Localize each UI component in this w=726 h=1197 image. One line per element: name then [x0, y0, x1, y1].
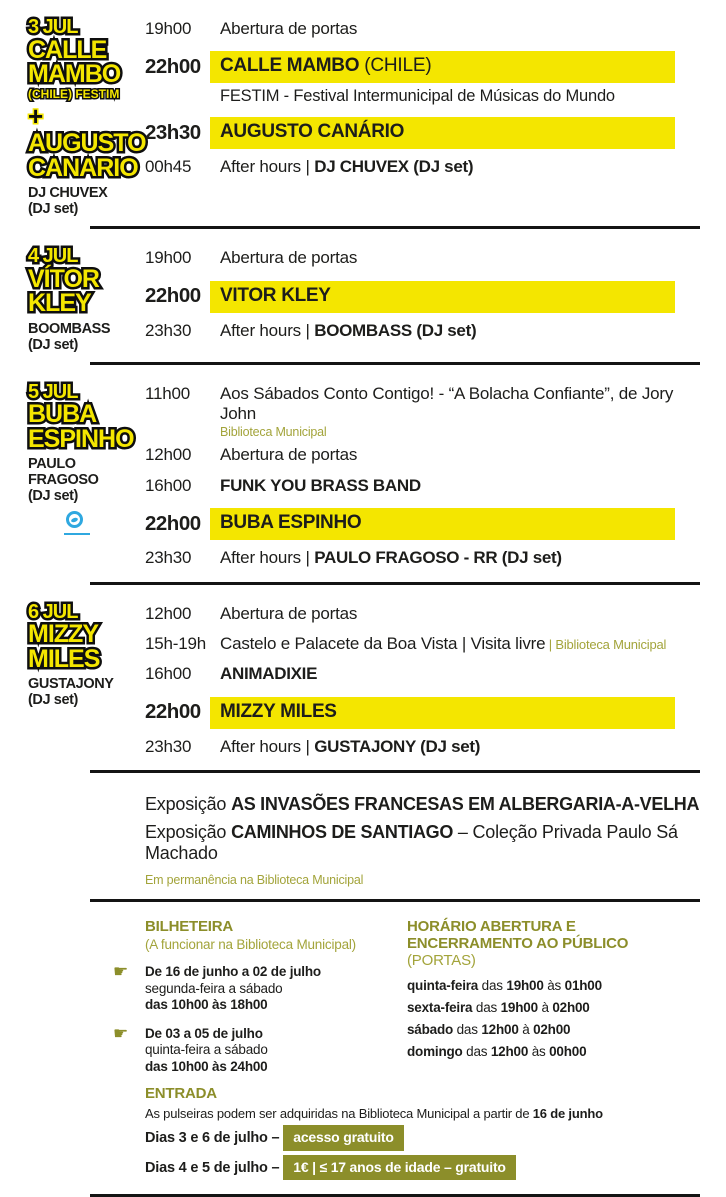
schedule-row — [145, 445, 700, 465]
artist-bubble-line: AUGUSTO — [28, 129, 146, 158]
event-time: 00h45 — [145, 157, 192, 177]
entrada-section — [0, 1075, 726, 1180]
headliner-bar — [210, 697, 675, 729]
to-label: à — [518, 1021, 534, 1037]
day-section-4jul — [0, 229, 726, 361]
exposition-line — [145, 822, 700, 864]
bilheteira-item — [113, 1023, 407, 1075]
artist-bubble-line: ESPINHO — [28, 424, 134, 453]
bilheteira-column — [113, 917, 407, 1075]
headliner-row — [145, 117, 700, 149]
dj-set-label — [28, 457, 145, 505]
schedule-rows — [145, 10, 700, 218]
dj-set-suffix: (DJ set) — [28, 692, 78, 709]
schedule-row — [145, 664, 700, 684]
after-hours-act: GUSTAJONY (DJ set) — [314, 736, 481, 756]
date-bubble: 5 JUL — [28, 380, 78, 403]
open-time: 19h00 — [506, 977, 544, 993]
headliner-bar — [210, 281, 675, 313]
artist-block-6jul — [28, 595, 145, 762]
event-time: 16h00 — [145, 475, 192, 495]
schedule-row — [145, 19, 700, 39]
dj-name: GUSTAJONY — [28, 676, 114, 693]
event-text: Abertura de portas — [220, 603, 358, 623]
event-text: Abertura de portas — [220, 445, 358, 465]
open-time: 12h00 — [490, 1043, 529, 1059]
headliner-name: CALLE MAMBO — [220, 55, 360, 77]
event-time: 23h30 — [145, 320, 192, 340]
horario-title-line2 — [407, 935, 700, 970]
artist-bubble-line: BUBA — [28, 400, 97, 429]
schedule-row — [145, 157, 700, 177]
bottom-divider — [90, 1194, 700, 1197]
dj-set-suffix: (DJ set) — [28, 201, 78, 218]
artist-bubble-line: KLEY — [28, 289, 91, 318]
horario-title-note: (PORTAS) — [407, 952, 476, 970]
schedule-row — [145, 384, 700, 441]
exposition-label: Exposição — [145, 821, 232, 842]
weekday: sábado — [407, 1021, 454, 1037]
event-text: Abertura de portas — [220, 248, 358, 268]
event-time: 23h30 — [145, 736, 192, 756]
headliner-row — [145, 697, 700, 729]
expositions-section — [0, 773, 726, 899]
event-time: 12h00 — [145, 603, 192, 623]
entrada-title: ENTRADA — [145, 1085, 217, 1103]
das-label: das — [472, 999, 501, 1015]
exposition-title: CAMINHOS DE SANTIAGO — [231, 821, 454, 842]
schedule-row — [145, 248, 700, 268]
close-time: 01h00 — [564, 977, 602, 993]
bilheteira-title: BILHETEIRA — [145, 917, 234, 935]
exposition-line — [145, 794, 700, 815]
event-text — [220, 737, 700, 757]
ticket-days: segunda-feira a sábado — [145, 980, 283, 996]
horario-title-line1: HORÁRIO ABERTURA E — [407, 917, 576, 935]
headliner-name: AUGUSTO CANÁRIO — [220, 121, 405, 143]
artist-bubble-line: CALLE — [28, 35, 107, 64]
artist-block-5jul — [28, 375, 145, 574]
headliner-name: BUBA ESPINHO — [220, 512, 362, 534]
horario-row — [407, 1044, 700, 1059]
headliner-bar — [210, 117, 675, 149]
event-text — [220, 664, 700, 684]
after-hours-act: DJ CHUVEX (DJ set) — [314, 157, 474, 177]
pointing-hand-icon: ☛ — [113, 1023, 129, 1043]
blue-circular-logo-icon — [66, 511, 83, 528]
date-bubble: 4 JUL — [28, 245, 78, 268]
dj-set-label — [28, 322, 145, 354]
day-section-6jul — [0, 585, 726, 770]
weekday: sexta-feira — [407, 999, 473, 1015]
to-label: às — [528, 1043, 550, 1059]
schedule-row — [145, 737, 700, 757]
date-bubble: 6 JUL — [28, 600, 78, 623]
headliner-note: (CHILE) — [359, 55, 432, 77]
dj-name: PAULO FRAGOSO — [28, 456, 99, 489]
venue-note: | Biblioteca Municipal — [545, 636, 667, 652]
headliner-bar — [210, 51, 675, 83]
event-time: 22h00 — [145, 700, 201, 724]
exposition-venue-note: Em permanência na Biblioteca Municipal — [145, 872, 364, 887]
weekday: quinta-feira — [407, 977, 479, 993]
event-time: 19h00 — [145, 19, 192, 38]
open-time: 19h00 — [500, 999, 538, 1015]
close-time: 02h00 — [552, 999, 590, 1015]
day-section-3jul — [0, 0, 726, 226]
das-label: das — [462, 1043, 491, 1059]
event-text — [220, 321, 700, 341]
horario-row — [407, 1000, 700, 1015]
exposition-label: Exposição — [145, 793, 232, 814]
entrada-free-days — [145, 1125, 700, 1150]
horario-row — [407, 1022, 700, 1037]
ticket-hours: das 10h00 às 18h00 — [145, 997, 268, 1013]
weekday: domingo — [407, 1043, 463, 1059]
after-hours-label: After hours | — [220, 548, 315, 568]
act-name: ANIMADIXIE — [220, 664, 318, 684]
event-time: 19h00 — [145, 248, 192, 268]
to-label: à — [537, 999, 553, 1015]
dj-set-suffix: (DJ set) — [28, 336, 78, 353]
event-text — [220, 157, 700, 177]
headliner-row — [145, 281, 700, 313]
close-time: 02h00 — [533, 1021, 571, 1037]
schedule-row — [145, 476, 700, 496]
schedule-row — [145, 321, 700, 341]
headliner-subtitle: FESTIM - Festival Intermunicipal de Músicas do Mundo — [220, 87, 615, 106]
event-time: 23h30 — [145, 120, 201, 144]
ticket-period: De 16 de junho a 02 de julho — [145, 964, 321, 980]
horario-title-text: ENCERRAMENTO AO PÚBLICO — [407, 935, 629, 953]
event-title: Aos Sábados Conto Contigo! - “A Bolacha Confiante”, de Jory John — [220, 383, 674, 424]
open-time: 12h00 — [481, 1021, 519, 1037]
event-text — [220, 634, 700, 654]
event-time: 16h00 — [145, 664, 192, 684]
price-badge: 1€ | ≤ 17 anos de idade – gratuito — [283, 1155, 516, 1180]
schedule-rows — [145, 239, 700, 353]
after-hours-label: After hours | — [220, 157, 315, 177]
after-hours-act: BOOMBASS (DJ set) — [314, 320, 477, 340]
event-text — [220, 548, 700, 568]
event-text — [220, 476, 700, 496]
event-text — [220, 384, 700, 441]
horario-rows — [407, 978, 700, 1059]
headliner-name: MIZZY MILES — [220, 700, 337, 722]
schedule-row — [145, 548, 700, 568]
plus-icon: + — [28, 101, 43, 132]
horario-title — [407, 918, 700, 970]
exposition-collection: – Coleção Privada Paulo Sá Machado — [145, 821, 678, 863]
entrada-intro-text: As pulseiras podem ser adquiridas na Biblioteca Municipal a partir de — [145, 1106, 533, 1122]
schedule-rows — [145, 375, 700, 574]
artist-bubble-line: MILES — [28, 644, 100, 673]
event-time: 22h00 — [145, 511, 201, 535]
schedule-rows — [145, 595, 700, 762]
dj-name: BOOMBASS — [28, 320, 111, 337]
headliner-name: VITOR KLEY — [220, 284, 331, 306]
artist-bubble-line: MIZZY — [28, 620, 98, 649]
entrada-intro-date: 16 de junho — [532, 1106, 603, 1122]
to-label: às — [543, 977, 565, 993]
event-time: 22h00 — [145, 284, 201, 308]
event-time: 22h00 — [145, 55, 201, 79]
schedule-row — [145, 604, 700, 624]
free-access-badge: acesso gratuito — [283, 1125, 403, 1150]
ticket-period: De 03 a 05 de julho — [145, 1025, 263, 1041]
entrada-days-label: Dias 4 e 5 de julho – — [145, 1159, 284, 1176]
dj-set-label — [28, 677, 145, 709]
artist-bubble-line: CANARIO — [28, 153, 138, 182]
entrada-days-label: Dias 3 e 6 de julho – — [145, 1130, 284, 1147]
bilheteira-subtitle: (A funcionar na Biblioteca Municipal) — [145, 937, 356, 953]
horario-row — [407, 978, 700, 993]
artist-bubble-note: (CHILE) FESTIM — [28, 86, 120, 101]
day-section-5jul — [0, 365, 726, 582]
venue-note: Biblioteca Municipal — [220, 425, 327, 440]
artist-bubble-line: VÍTOR — [28, 264, 99, 293]
headliner-row — [145, 51, 700, 83]
dj-set-suffix: (DJ set) — [28, 488, 78, 505]
horario-column — [407, 918, 700, 1075]
event-title: Castelo e Palacete da Boa Vista | Visita livre — [220, 633, 546, 653]
ticket-hours: das 10h00 às 24h00 — [145, 1058, 268, 1074]
headliner-bar — [210, 508, 675, 540]
schedule-row — [145, 634, 700, 654]
close-time: 00h00 — [549, 1043, 587, 1059]
exposition-title: AS INVASÕES FRANCESAS EM ALBERGARIA-A-VELHA — [231, 793, 700, 814]
event-time: 15h-19h — [145, 633, 206, 653]
entrada-paid-days — [145, 1155, 700, 1180]
event-text: Abertura de portas — [220, 19, 358, 38]
act-name: FUNK YOU BRASS BAND — [220, 475, 421, 495]
event-time: 23h30 — [145, 548, 192, 568]
entrada-intro — [145, 1106, 700, 1121]
event-time: 12h00 — [145, 445, 192, 465]
das-label: das — [453, 1021, 482, 1037]
dj-name: DJ CHUVEX — [28, 185, 108, 202]
artist-block-4jul — [28, 239, 145, 353]
info-columns — [0, 902, 726, 1075]
logo-row — [66, 511, 145, 531]
after-hours-label: After hours | — [220, 320, 315, 340]
after-hours-label: After hours | — [220, 736, 315, 756]
artist-block-3jul — [28, 10, 145, 218]
after-hours-act: PAULO FRAGOSO - RR (DJ set) — [314, 548, 562, 568]
headliner-row — [145, 508, 700, 540]
bilheteira-item — [113, 962, 407, 1013]
artist-bubble-line: MAMBO — [28, 60, 121, 89]
dj-set-label — [28, 186, 145, 218]
date-bubble: 3 JUL — [28, 16, 78, 38]
event-time: 11h00 — [145, 383, 191, 403]
ticket-days: quinta-feira a sábado — [145, 1042, 268, 1058]
pointing-hand-icon: ☛ — [113, 962, 129, 982]
das-label: das — [478, 977, 507, 993]
